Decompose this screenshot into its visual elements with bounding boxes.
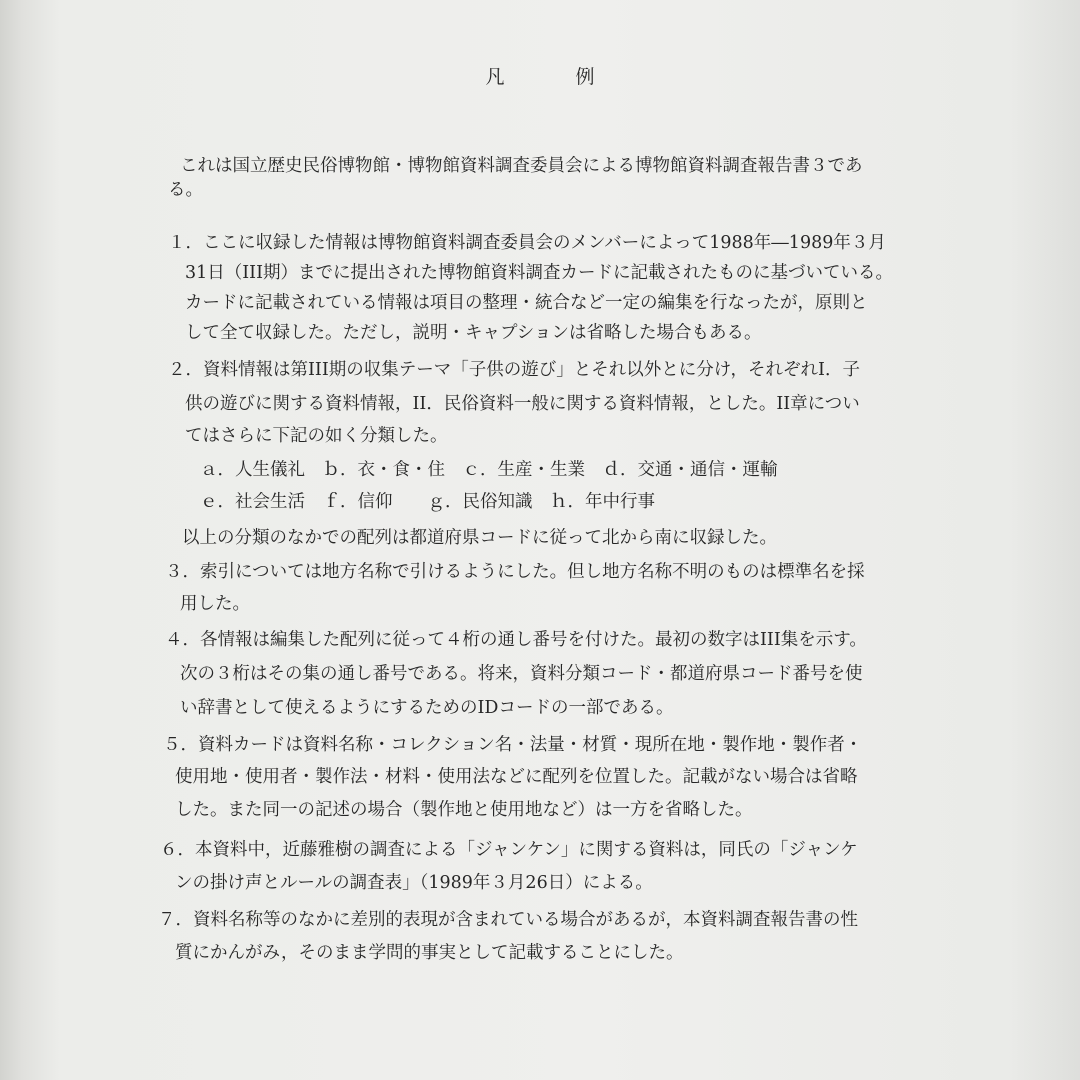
text-line: ３．索引については地方名称で引けるようにした。但し地方名称不明のものは標準名を採 bbox=[165, 562, 865, 582]
text-line: 使用地・使用者・製作法・材料・使用法などに配列を位置した。記載がない場合は省略 bbox=[175, 767, 858, 787]
text-line: 質にかんがみ，そのまま学問的事実として記載することにした。 bbox=[175, 943, 684, 963]
text-line: 31日（III期）までに提出された博物館資料調査カードに記載されたものに基づいている。 bbox=[185, 263, 894, 283]
text-line: して全て収録した。ただし，説明・キャプションは省略した場合もある。 bbox=[185, 323, 762, 343]
text-line: い辞書として使えるようにするためのIDコードの一部である。 bbox=[180, 698, 674, 718]
text-line: ６．本資料中，近藤雅樹の調査による「ジャンケン」に関する資料は，同氏の「ジャンケ bbox=[160, 840, 858, 860]
text-line: ンの掛け声とルールの調査表」（1989年３月26日）による。 bbox=[175, 873, 653, 893]
text-line: カードに記載されている情報は項目の整理・統合など一定の編集を行なったが，原則と bbox=[185, 293, 868, 313]
text-line: これは国立歴史民俗博物館・博物館資料調査委員会による博物館資料調査報告書３であ bbox=[180, 156, 863, 176]
page-shadow bbox=[1010, 0, 1080, 1080]
text-line: ２．資料情報は第III期の収集テーマ「子供の遊び」とそれ以外とに分け，それぞれI．子 bbox=[168, 360, 860, 380]
text-line: る。 bbox=[168, 180, 203, 200]
text-line: てはさらに下記の如く分類した。 bbox=[185, 426, 448, 446]
text-line: 供の遊びに関する資料情報，II．民俗資料一般に関する資料情報，とした。II章につい bbox=[185, 394, 860, 414]
text-line: ４．各情報は編集した配列に従って４桁の通し番号を付けた。最初の数字はIII集を示す。 bbox=[165, 630, 867, 650]
text-line: ｅ．社会生活 ｆ．信仰 ｇ．民俗知識 ｈ．年中行事 bbox=[200, 492, 655, 512]
text-line: ａ．人生儀礼 ｂ．衣・食・住 ｃ．生産・生業 ｄ．交通・通信・運輸 bbox=[200, 460, 778, 480]
text-line: 以上の分類のなかでの配列は都道府県コードに従って北から南に収録した。 bbox=[182, 528, 777, 548]
text-line: 用した。 bbox=[180, 594, 250, 614]
text-line: １．ここに収録した情報は博物館資料調査委員会のメンバーによって1988年―1989年３月 bbox=[168, 233, 886, 253]
text-line: した。また同一の記述の場合（製作地と使用地など）は一方を省略した。 bbox=[175, 800, 753, 820]
page-title: 凡 例 bbox=[485, 66, 621, 88]
text-line: 次の３桁はその集の通し番号である。将来，資料分類コード・都道府県コード番号を使 bbox=[180, 664, 863, 684]
text-line: ７．資料名称等のなかに差別的表現が含まれている場合があるが，本資料調査報告書の性 bbox=[158, 910, 858, 930]
text-line: ５．資料カードは資料名称・コレクション名・法量・材質・現所在地・製作地・製作者・ bbox=[163, 735, 863, 755]
